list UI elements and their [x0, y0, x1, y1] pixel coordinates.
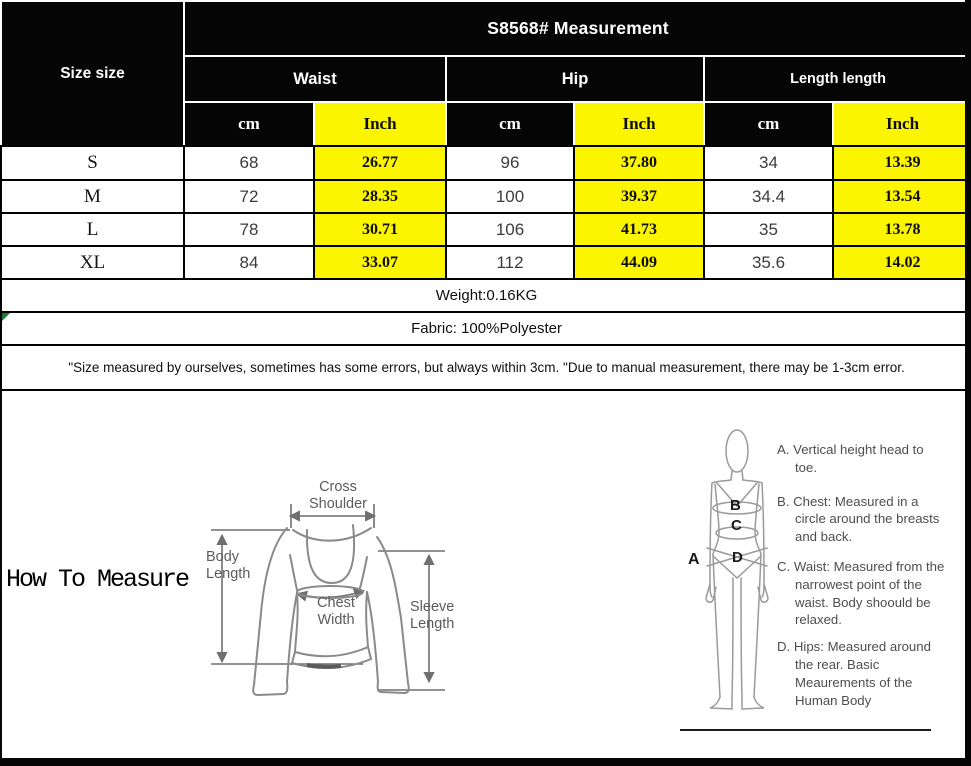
- cross-shoulder-label: Cross Shoulder: [308, 479, 368, 512]
- value-cell: 26.77: [314, 146, 446, 180]
- value-cell: 30.71: [314, 213, 446, 246]
- note-row: [1, 345, 971, 390]
- figure-label-d: D: [732, 549, 743, 566]
- value-cell: 34: [704, 146, 833, 180]
- chart-title: S8568# Measurement: [184, 1, 971, 56]
- size-cell: L: [1, 213, 184, 246]
- unit-header-cm: cm: [446, 102, 574, 146]
- how-to-measure-heading: How To Measure: [6, 565, 189, 594]
- value-cell: 35: [704, 213, 833, 246]
- fabric-text: Fabric: 100%Polyester: [411, 320, 562, 337]
- annotation-item: [777, 638, 945, 709]
- table-title-row: [1, 1, 971, 56]
- annotation-item: [777, 558, 945, 629]
- value-cell: 41.73: [574, 213, 704, 246]
- unit-header-inch: Inch: [833, 102, 971, 146]
- value-cell: 35.6: [704, 246, 833, 279]
- value-cell: 84: [184, 246, 314, 279]
- note-text: "Size measured by ourselves, sometimes has some errors, but always within 3cm. "Due to manual measurement, there may be 1-3cm error.: [1, 345, 971, 390]
- value-cell: 33.07: [314, 246, 446, 279]
- group-header-hip: Hip: [446, 56, 704, 102]
- value-cell: 72: [184, 180, 314, 213]
- value-cell: 34.4: [704, 180, 833, 213]
- group-header-waist: Waist: [184, 56, 446, 102]
- unit-header-inch: Inch: [574, 102, 704, 146]
- value-cell: 13.39: [833, 146, 971, 180]
- figure-label-a: A: [688, 551, 700, 568]
- table-row: [1, 246, 971, 279]
- chest-width-label: Chest Width: [317, 595, 355, 628]
- annotation-text: Vertical height head to toe.: [793, 442, 924, 475]
- value-cell: 100: [446, 180, 574, 213]
- unit-header-cm: cm: [704, 102, 833, 146]
- figure-label-b: B: [730, 497, 741, 514]
- annotation-item: [777, 493, 945, 546]
- table-row: [1, 180, 971, 213]
- group-header-length: Length length: [704, 56, 971, 102]
- value-cell: 78: [184, 213, 314, 246]
- weight-text: Weight:0.16KG: [1, 279, 971, 312]
- annotation-item: [777, 441, 945, 477]
- value-cell: 96: [446, 146, 574, 180]
- unit-header-inch: Inch: [314, 102, 446, 146]
- value-cell: 13.78: [833, 213, 971, 246]
- value-cell: 28.35: [314, 180, 446, 213]
- right-border-bar: [965, 0, 971, 766]
- unit-header-cm: cm: [184, 102, 314, 146]
- annotation-letter: A.: [777, 442, 790, 457]
- size-cell: XL: [1, 246, 184, 279]
- sleeve-length-label: Sleeve Length: [410, 599, 455, 632]
- comment-marker: [2, 313, 10, 321]
- annotation-text: Waist: Measured from the narrowest point of the waist. Body shoould be relaxed.: [793, 558, 945, 628]
- table-row: [1, 146, 971, 180]
- value-cell: 37.80: [574, 146, 704, 180]
- weight-row: [1, 279, 971, 312]
- fabric-row: [1, 312, 971, 345]
- value-cell: 44.09: [574, 246, 704, 279]
- body-length-label: Body Length: [206, 549, 251, 582]
- annotation-text: Hips: Measured around the rear. Basic Meaurements of the Human Body: [793, 639, 931, 708]
- annotation-letter: D.: [777, 639, 791, 655]
- annotation-text: Chest: Measured in a circle around the breasts and back.: [793, 493, 940, 545]
- value-cell: 39.37: [574, 180, 704, 213]
- size-cell: M: [1, 180, 184, 213]
- annotation-letter: B.: [777, 493, 790, 509]
- value-cell: 13.54: [833, 180, 971, 213]
- value-cell: 106: [446, 213, 574, 246]
- annotation-letter: C.: [777, 558, 791, 574]
- value-cell: 112: [446, 246, 574, 279]
- bottom-border-bar: [0, 758, 971, 766]
- corner-header: Size size: [1, 1, 184, 146]
- figure-label-c: C: [731, 517, 742, 534]
- value-cell: 68: [184, 146, 314, 180]
- value-cell: 14.02: [833, 246, 971, 279]
- left-border-line: [0, 387, 2, 766]
- table-row: [1, 213, 971, 246]
- measure-annotations: [777, 441, 945, 709]
- size-cell: S: [1, 146, 184, 180]
- annotation-underline-rule: [680, 729, 931, 731]
